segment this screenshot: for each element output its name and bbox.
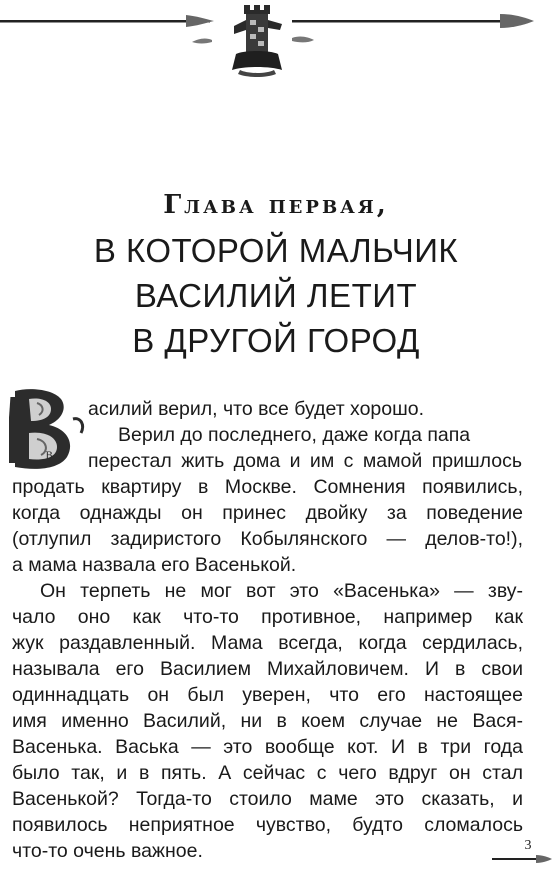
body-line: Он терпеть не мог вот это «Васенька» — зву- — [40, 580, 523, 602]
body-line: продать квартиру в Москве. Сомнения появились, — [12, 476, 523, 498]
body-line: что-то очень важное. — [12, 840, 203, 862]
chapter-title-line: В КОТОРОЙ МАЛЬЧИК — [93, 232, 459, 269]
dropcap — [9, 389, 89, 471]
page-number: 3 — [524, 838, 532, 853]
body-line: Васенькой? Тогда-то стоило маме это сказать, и — [12, 788, 523, 810]
body-line: Васенька. Васька — это вообще кот. И в три года — [12, 736, 523, 758]
body-line: (отлупил задиристого Кобылянского — делов-то!), — [12, 528, 523, 550]
body-line: перестал жить дома и им с мамой пришлось — [88, 450, 522, 472]
chapter-title-line: ВАСИЛИЙ ЛЕТИТ — [134, 277, 418, 314]
body-line: Верил до последнего, даже когда папа — [118, 424, 471, 446]
right-rule — [292, 14, 534, 42]
body-line: имя именно Василий, ни в коем случае не Вася- — [12, 710, 523, 732]
header-ornament — [0, 0, 552, 80]
chapter-title-line: В ДРУГОЙ ГОРОД — [132, 322, 420, 359]
body-line: асилий верил, что все будет хорошо. — [88, 398, 425, 420]
body-line: называла его Василием Михайловичем. И в свои — [12, 658, 523, 680]
body-line: когда однажды он принес двойку за поведение — [12, 502, 523, 524]
tower-icon — [232, 5, 282, 77]
body-line: а мама назвала его Васенькой. — [12, 554, 297, 576]
chapter-title — [0, 228, 552, 363]
body-line: было так, и в пять. А сейчас с чего вдруг он стал — [12, 762, 523, 784]
body-line: появилось неприятное чувство, будто сломалось — [12, 814, 523, 836]
dropcap-letter: В — [45, 451, 53, 462]
body-line: одиннадцать он был уверен, что его настоящее — [12, 684, 523, 706]
chapter-heading — [0, 188, 552, 363]
left-rule — [0, 15, 214, 44]
chapter-label: Глава первая, — [163, 190, 389, 220]
footer-ornament — [492, 852, 552, 872]
body-line: чало оно как что-то противное, например как — [12, 606, 523, 628]
body-line: жук раздавленный. Мама всегда, когда сердилась, — [12, 632, 523, 654]
